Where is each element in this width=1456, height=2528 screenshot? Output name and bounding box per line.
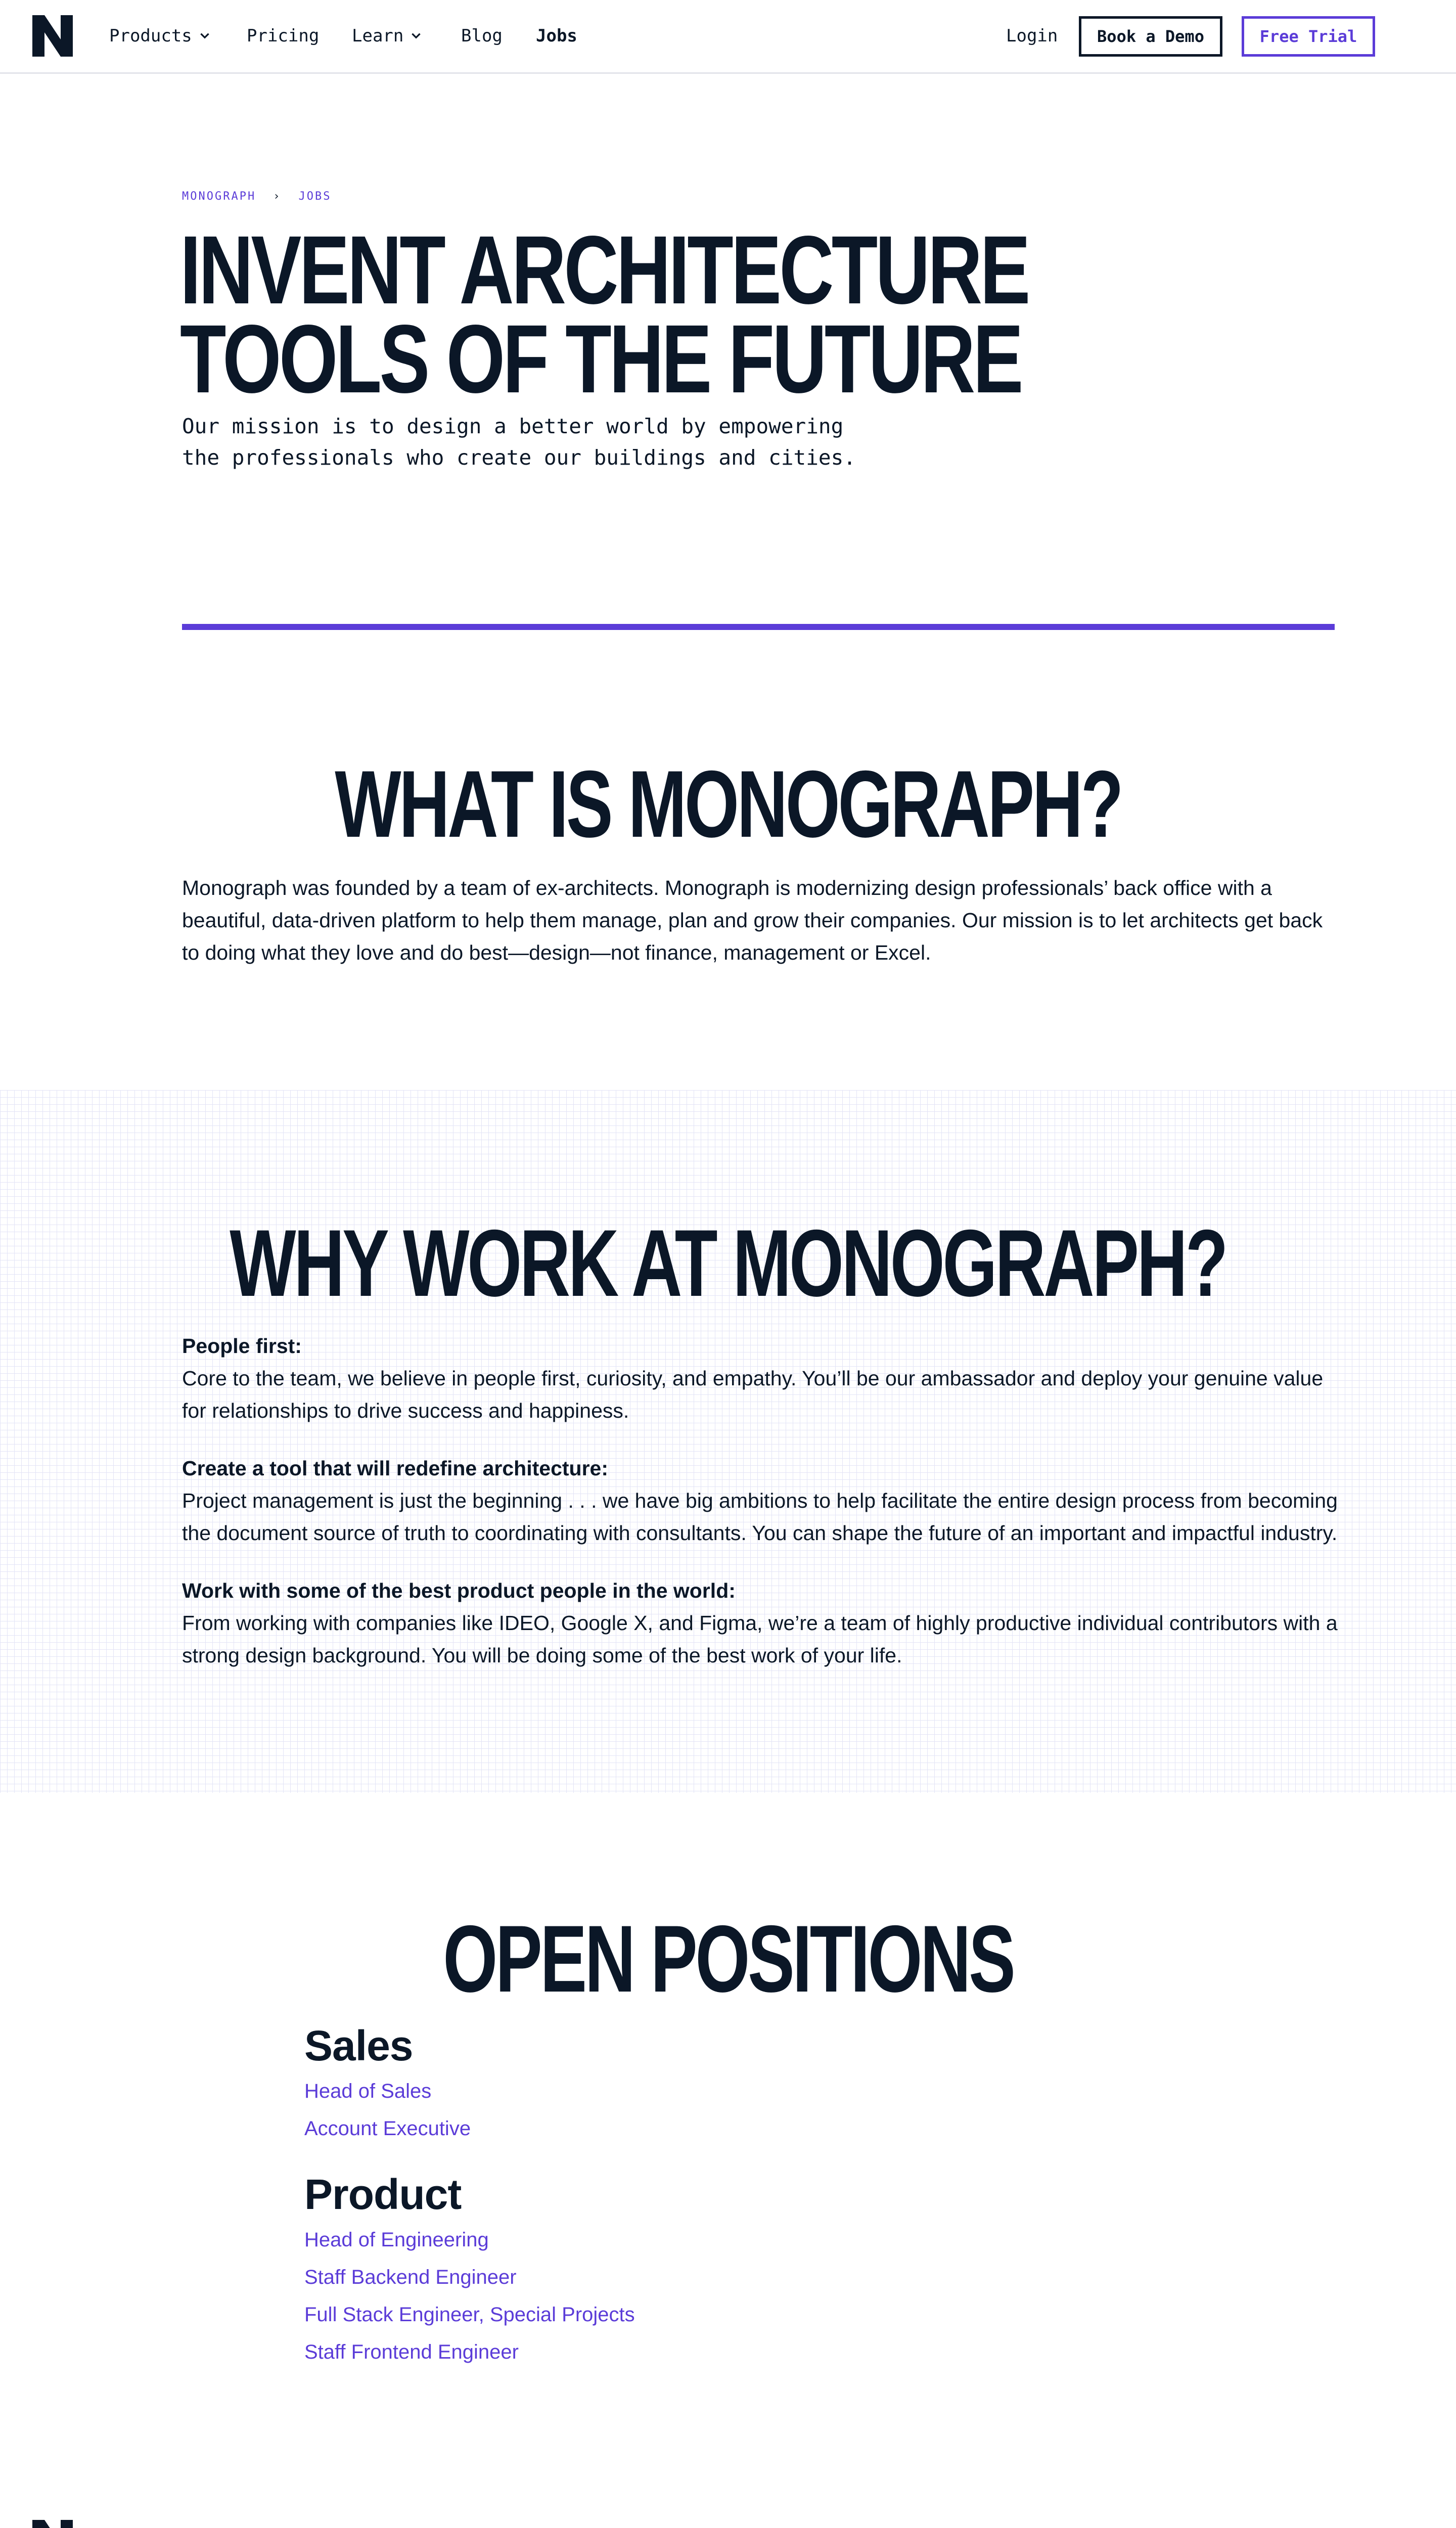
- breadcrumb-separator: ›: [273, 190, 282, 203]
- job-link[interactable]: Head of Engineering: [304, 2229, 489, 2251]
- nav-products[interactable]: [109, 24, 211, 48]
- hero-subtitle: Our mission is to design a better world by empowering the professionals who create our buildings and cities.: [182, 414, 856, 470]
- page-title: INVENT ARCHITECTURE TOOLS OF THE FUTURE: [180, 215, 1028, 413]
- department-title-product: Product: [304, 2171, 462, 2218]
- job-link[interactable]: Staff Backend Engineer: [304, 2266, 517, 2288]
- job-link[interactable]: Head of Sales: [304, 2080, 432, 2102]
- breadcrumb-current[interactable]: JOBS: [298, 190, 332, 203]
- nav-products-label: Products: [109, 26, 192, 46]
- chevron-down-icon: [198, 29, 211, 42]
- chevron-down-icon: [410, 29, 423, 42]
- what-body: Monograph was founded by a team of ex-architects. Monograph is modernizing design professionals’ back office with a beautiful, data-driven platform to help them manage, plan and grow their companies. Our mission is to let architects get back to doing what they love and do best—design—not finance, management or Excel.: [182, 876, 1323, 964]
- nav-learn-label: Learn: [352, 26, 404, 46]
- nav-pricing[interactable]: Pricing: [247, 26, 320, 46]
- perk-body: Project management is just the beginning . . . we have big ambitions to help facilitate the entire design process from becoming the document source of truth to coordinating with consultants. You can shape the future of an important and impactful industry.: [182, 1489, 1338, 1545]
- nav-jobs[interactable]: Jobs: [536, 26, 577, 46]
- perk-body: From working with companies like IDEO, Google X, and Figma, we’re a team of highly productive individual contributors with a strong design background. You will be doing some of the best work of your life.: [182, 1611, 1338, 1667]
- positions-heading: [0, 1906, 1456, 2012]
- book-demo-button[interactable]: Book a Demo: [1079, 16, 1222, 57]
- login-link[interactable]: Login: [1006, 26, 1058, 46]
- nav-blog[interactable]: Blog: [461, 26, 503, 46]
- monograph-logo-icon[interactable]: [32, 15, 73, 57]
- breadcrumb: [182, 190, 331, 203]
- top-navigation: [0, 0, 1456, 74]
- why-heading-text: WHY WORK AT MONOGRAPH?: [230, 1210, 1226, 1316]
- why-heading: [0, 1210, 1456, 1316]
- perk-item: [182, 1452, 1340, 1549]
- perk-title: Work with some of the best product people in the world:: [182, 1579, 736, 1602]
- breadcrumb-home[interactable]: MONOGRAPH: [182, 190, 256, 203]
- perk-item: [182, 1330, 1340, 1427]
- job-link[interactable]: Account Executive: [304, 2117, 471, 2140]
- what-heading-text: WHAT IS MONOGRAPH?: [335, 751, 1121, 857]
- perk-title: Create a tool that will redefine architecture:: [182, 1457, 608, 1480]
- positions-heading-text: OPEN POSITIONS: [442, 1906, 1014, 2012]
- perk-body: Core to the team, we believe in people first, curiosity, and empathy. You’ll be our ambassador and deploy your genuine value for relationships to drive success and happiness.: [182, 1367, 1324, 1422]
- why-section: [0, 1090, 1456, 1793]
- nav-learn[interactable]: [352, 24, 423, 48]
- accent-divider: [182, 624, 1335, 630]
- free-trial-button[interactable]: Free Trial: [1242, 16, 1375, 57]
- what-heading: [0, 751, 1456, 857]
- perk-title: People first:: [182, 1334, 302, 1358]
- job-link[interactable]: Staff Frontend Engineer: [304, 2341, 519, 2363]
- footer-logo-icon[interactable]: [32, 2520, 73, 2528]
- department-title-sales: Sales: [304, 2022, 413, 2069]
- perk-item: [182, 1574, 1340, 1672]
- job-link[interactable]: Full Stack Engineer, Special Projects: [304, 2304, 635, 2326]
